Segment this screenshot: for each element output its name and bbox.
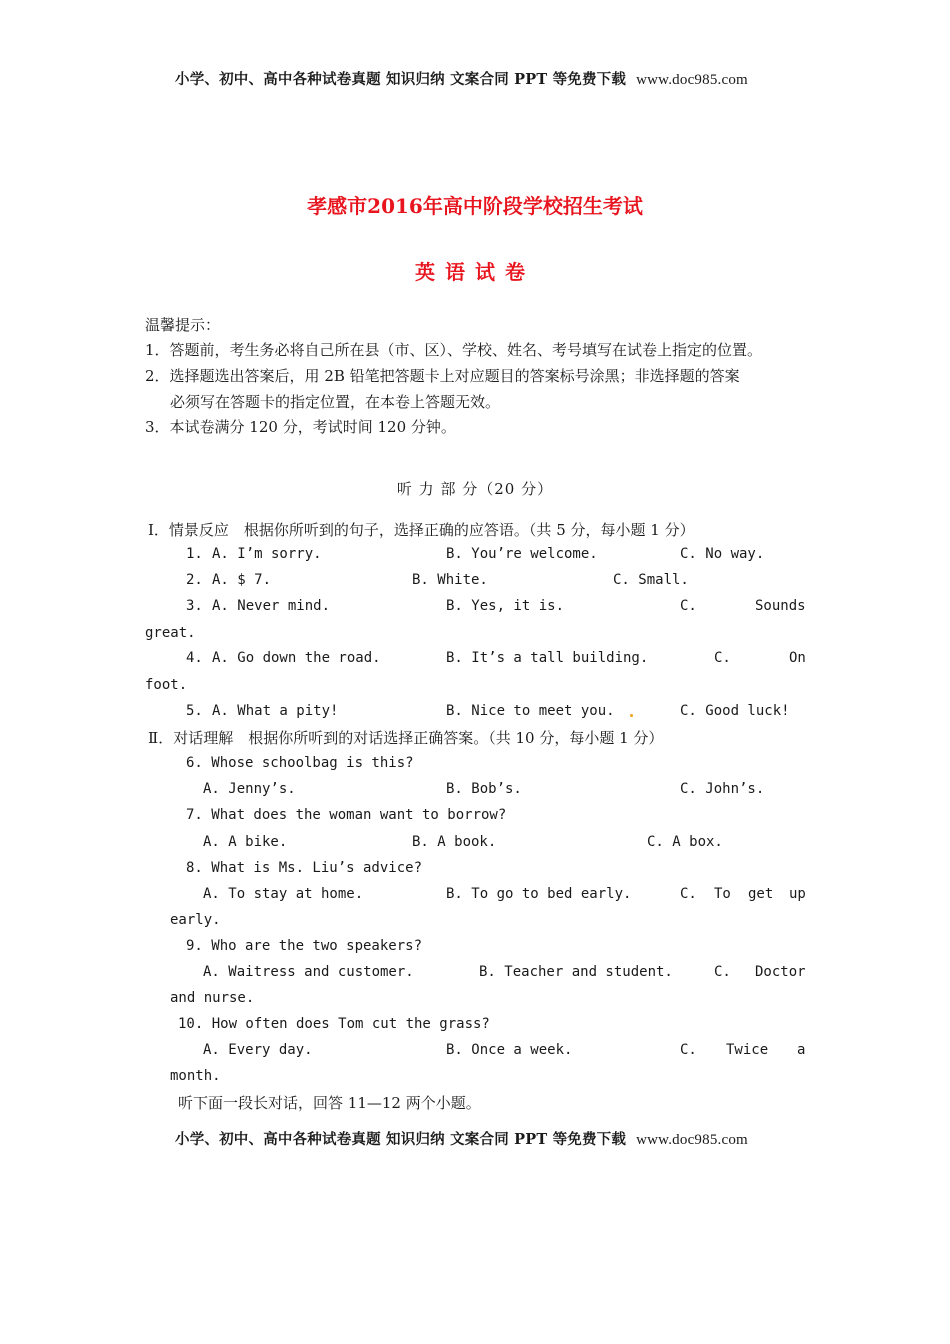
q6-option-a: A. Jenny’s. bbox=[203, 781, 296, 797]
q3-option-c: C. bbox=[680, 598, 697, 614]
q5-option-a: A. What a pity! bbox=[212, 703, 339, 719]
q8-option-c-wrap: early. bbox=[170, 912, 221, 928]
q4-option-b: B. It’s a tall building. bbox=[446, 650, 649, 666]
q3-option-b: B. Yes, it is. bbox=[446, 598, 565, 614]
q8-option-a: A. To stay at home. bbox=[203, 886, 364, 902]
q1-option-b: B. You’re welcome. bbox=[446, 546, 598, 562]
bottom-banner-url: www.doc985.com bbox=[636, 1132, 748, 1148]
q8-option-c: C. bbox=[680, 886, 697, 902]
q8-option-c-word-1: To bbox=[714, 886, 731, 902]
q9-text: 9. Who are the two speakers? bbox=[186, 938, 423, 954]
q10-option-b: B. Once a week. bbox=[446, 1042, 573, 1058]
q3-number: 3. bbox=[186, 598, 203, 614]
part1-heading: Ⅰ．情景反应 根据你所听到的句子，选择正确的应答语。（共 5 分，每小题 1 分） bbox=[148, 521, 695, 539]
q10-option-a: A. Every day. bbox=[203, 1042, 313, 1058]
q7-option-c: C. A box. bbox=[647, 834, 723, 850]
q4-option-c-wrap: foot. bbox=[145, 677, 188, 693]
q8-option-b: B. To go to bed early. bbox=[446, 886, 632, 902]
q8-option-c-word-2: get bbox=[748, 886, 774, 902]
q9-option-a: A. Waitress and customer. bbox=[203, 964, 414, 980]
bottom-banner-text: 小学、初中、高中各种试卷真题 知识归纳 文案合同 PPT 等免费下载 bbox=[175, 1131, 627, 1148]
q1-option-c: C. No way. bbox=[680, 546, 765, 562]
q4-option-a: A. Go down the road. bbox=[212, 650, 381, 666]
q4-option-c-word: On bbox=[789, 650, 806, 666]
orange-dot-mark bbox=[630, 714, 633, 717]
q4-number: 4. bbox=[186, 650, 203, 666]
q6-option-b: B. Bob’s. bbox=[446, 781, 522, 797]
q6-text: 6. Whose schoolbag is this? bbox=[186, 755, 414, 771]
q10-option-c-word-2: a bbox=[797, 1042, 806, 1058]
q8-option-c-word-3: up bbox=[789, 886, 806, 902]
q9-option-c-word-1: Doctor bbox=[755, 964, 806, 980]
top-banner bbox=[175, 68, 748, 89]
q3-option-c-word: Sounds bbox=[755, 598, 806, 614]
banner-url: www.doc985.com bbox=[636, 72, 748, 88]
banner-text: 小学、初中、高中各种试卷真题 知识归纳 文案合同 PPT 等免费下载 bbox=[175, 71, 627, 88]
exam-title: 孝感市2016年高中阶段学校招生考试 bbox=[307, 194, 643, 218]
bottom-banner bbox=[175, 1128, 748, 1149]
q10-option-c-wrap: month. bbox=[170, 1068, 221, 1084]
q9-option-c-wrap: and nurse. bbox=[170, 990, 255, 1006]
q2-option-c: C. Small. bbox=[613, 572, 689, 588]
q10-option-c: C. bbox=[680, 1042, 697, 1058]
q2-option-a: A. $ 7. bbox=[212, 572, 272, 588]
q3-option-c-wrap: great. bbox=[145, 625, 196, 641]
long-dialogue-instruction: 听下面一段长对话，回答 11—12 两个小题。 bbox=[178, 1094, 481, 1112]
q5-option-b: B. Nice to meet you. bbox=[446, 703, 615, 719]
q10-option-c-word-1: Twice bbox=[726, 1042, 769, 1058]
part2-heading: Ⅱ．对话理解 根据你所听到的对话选择正确答案。（共 10 分，每小题 1 分） bbox=[148, 729, 664, 747]
tip-item-3: 3．本试卷满分 120 分，考试时间 120 分钟。 bbox=[145, 418, 456, 436]
q5-option-c: C. Good luck! bbox=[680, 703, 790, 719]
q4-option-c: C. bbox=[714, 650, 731, 666]
q9-option-c: C. bbox=[714, 964, 731, 980]
q3-option-a: A. Never mind. bbox=[212, 598, 331, 614]
q6-option-c: C. John’s. bbox=[680, 781, 765, 797]
q1-number: 1. bbox=[186, 546, 203, 562]
q2-option-b: B. White. bbox=[412, 572, 488, 588]
q7-text: 7. What does the woman want to borrow? bbox=[186, 807, 507, 823]
q9-option-b: B. Teacher and student. bbox=[479, 964, 673, 980]
q2-number: 2. bbox=[186, 572, 203, 588]
tip-item-1: 1．答题前，考生务必将自己所在县（市、区）、学校、姓名、考号填写在试卷上指定的位置。 bbox=[145, 341, 763, 359]
q10-text: 10. How often does Tom cut the grass? bbox=[178, 1016, 490, 1032]
tip-item-2: 2．选择题选出答案后，用 2B 铅笔把答题卡上对应题目的答案标号涂黑；非选择题的答案 bbox=[145, 367, 740, 385]
q1-option-a: A. I’m sorry. bbox=[212, 546, 322, 562]
exam-subtitle: 英语试卷 bbox=[415, 260, 535, 284]
q8-text: 8. What is Ms. Liu’s advice? bbox=[186, 860, 423, 876]
q5-number: 5. bbox=[186, 703, 203, 719]
q7-option-b: B. A book. bbox=[412, 834, 497, 850]
tips-heading: 温馨提示： bbox=[145, 316, 221, 334]
tip-item-2-cont: 必须写在答题卡的指定位置，在本卷上答题无效。 bbox=[170, 393, 501, 411]
q7-option-a: A. A bike. bbox=[203, 834, 288, 850]
listening-section-title: 听 力 部 分（20 分） bbox=[396, 480, 554, 498]
